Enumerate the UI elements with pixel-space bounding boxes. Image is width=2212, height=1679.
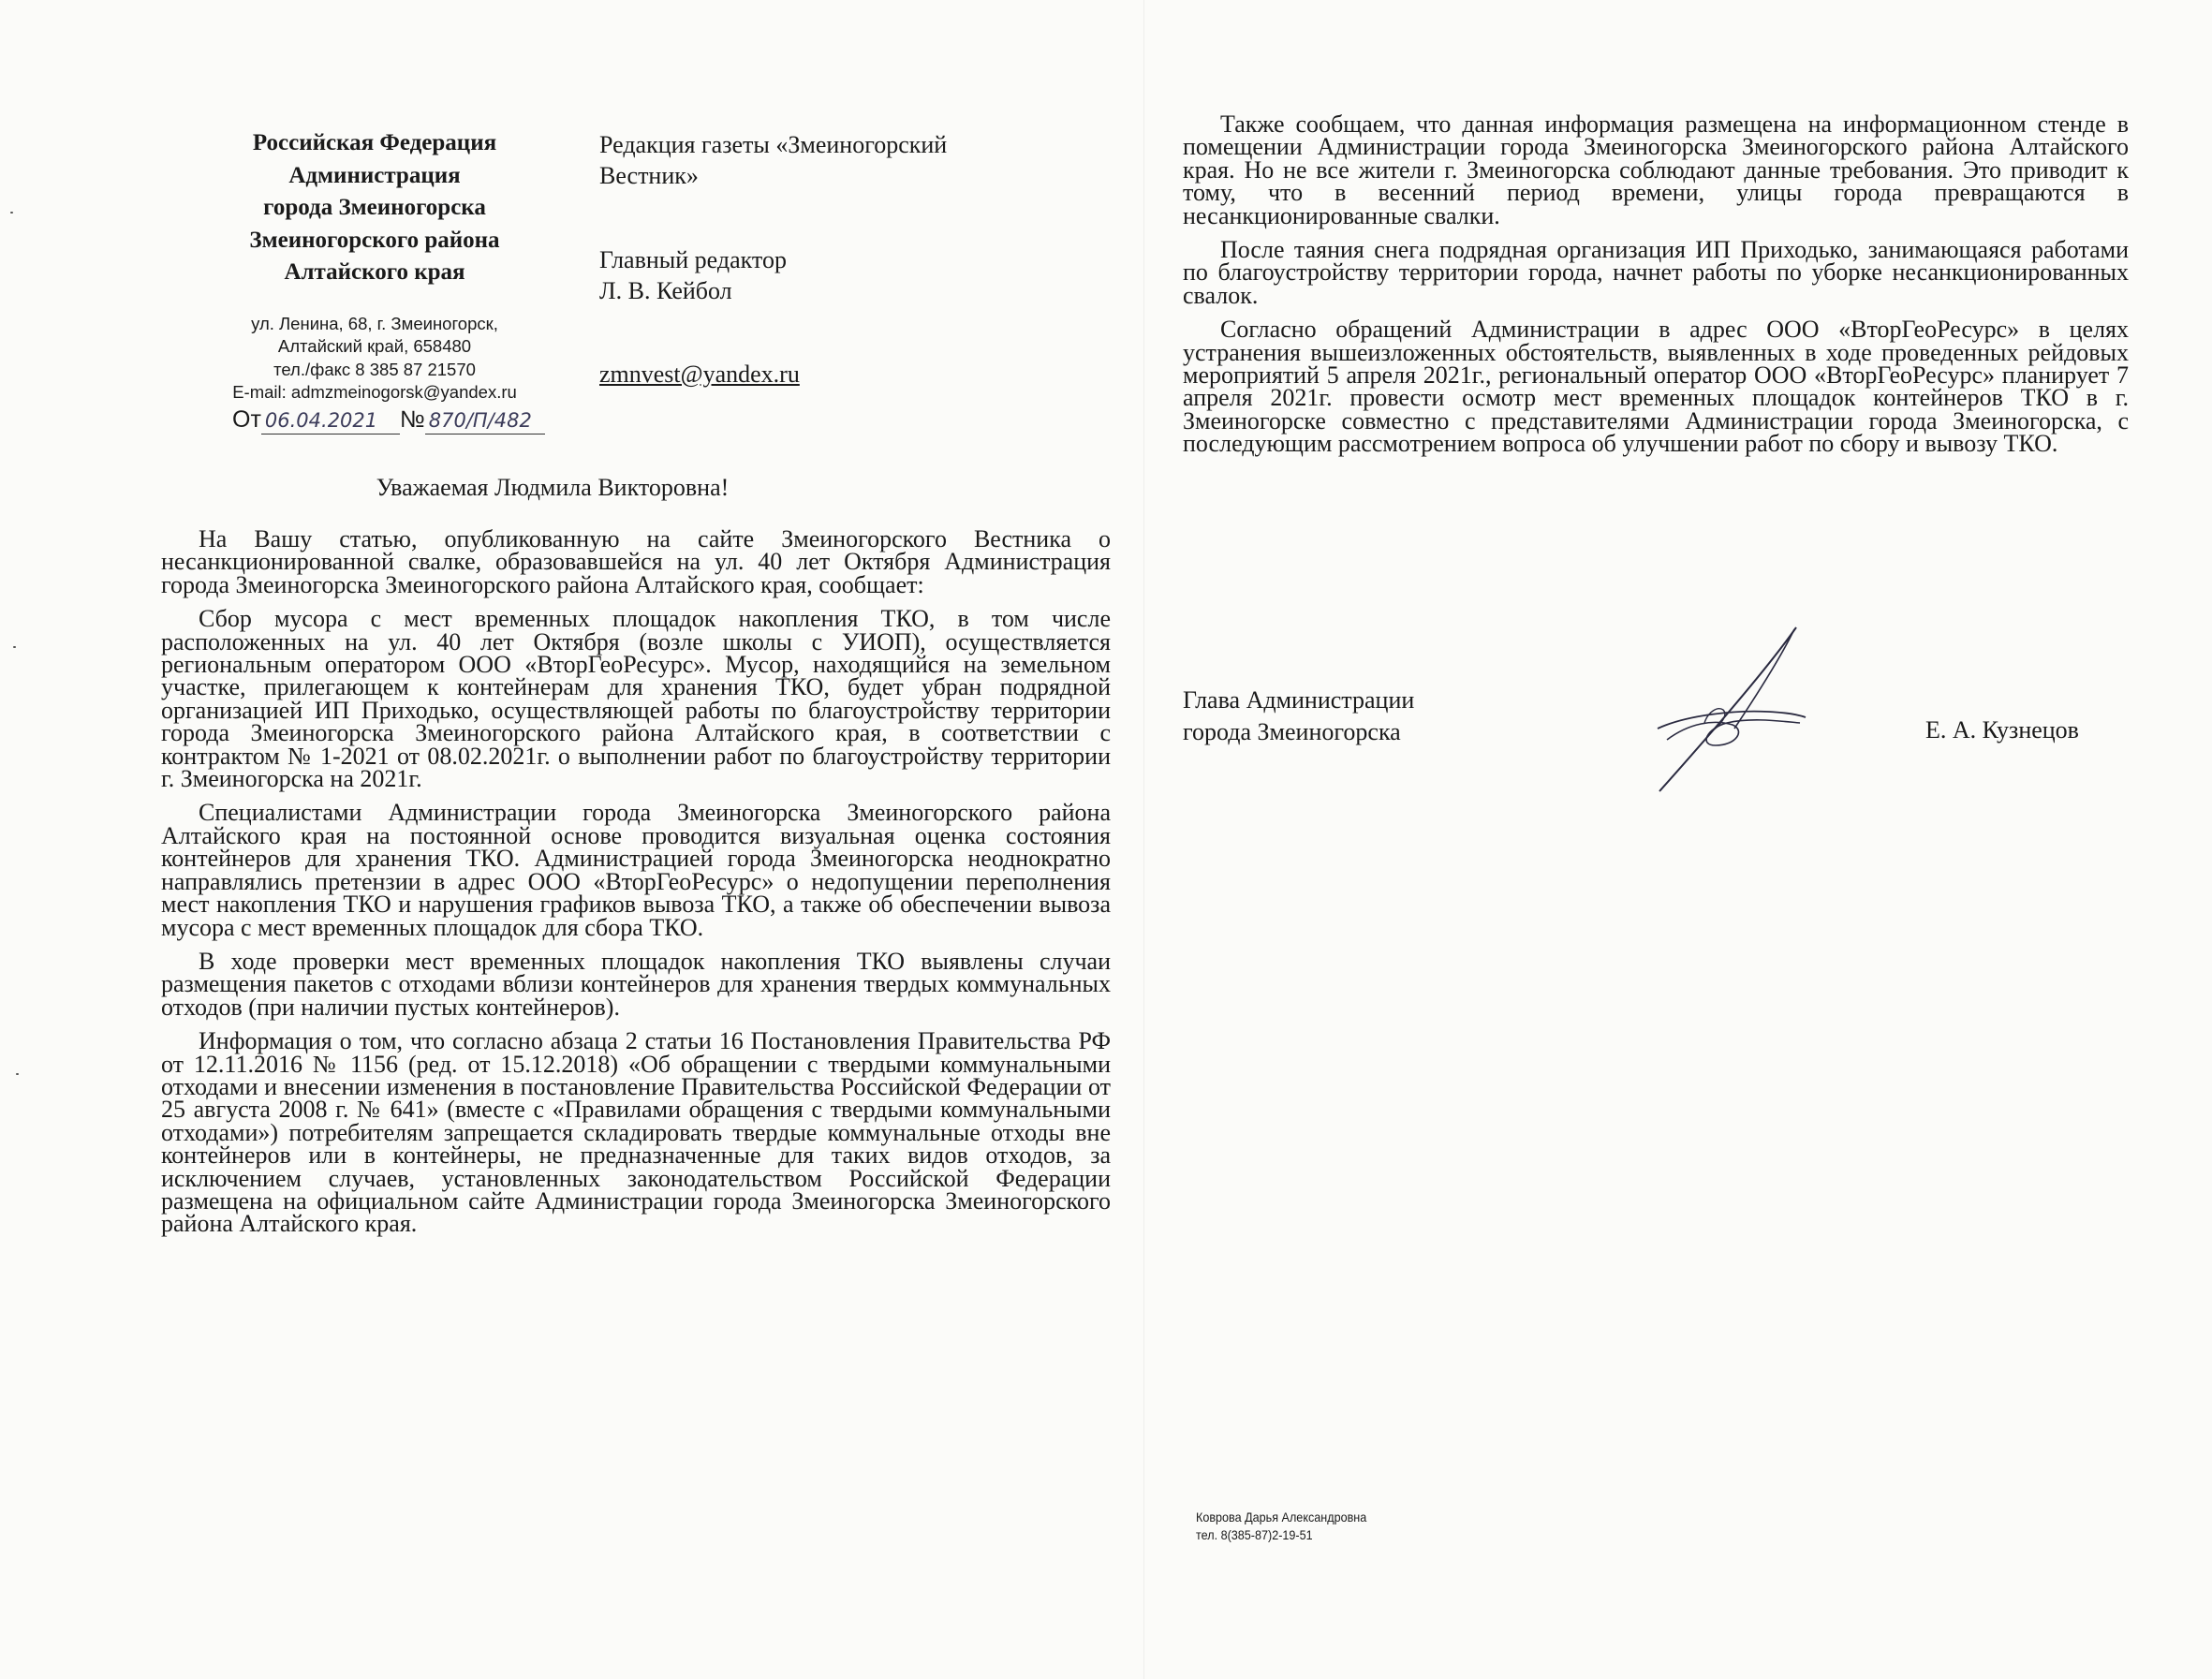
scan-speck xyxy=(13,646,16,648)
org-line: Российская Федерация xyxy=(252,130,497,155)
address-line: ул. Ленина, 68, г. Змеиногорск, xyxy=(251,313,498,333)
recipient-block xyxy=(599,129,993,390)
org-line: Змеиногорского района xyxy=(249,227,500,253)
paragraph: Также сообщаем, что данная информация размещена на информационном стенде в помещении Администрации города Змеиногорска Змеиногорского района Алтайского края. Но не все жители г. Змеиногорска соблюдают данные требования. Это приводит к тому, что в весенний период времени, улицы города превращаются в несанкционированные свалки. xyxy=(1183,110,2129,229)
address-line: E-mail: admzmeinogorsk@yandex.ru xyxy=(232,382,517,402)
recipient-line: Редакция газеты «Змеиногорский xyxy=(599,131,948,158)
sender-letterhead xyxy=(201,127,548,434)
page-fold xyxy=(1143,0,1144,1679)
performer-name: Коврова Дарья Александровна xyxy=(1196,1510,1367,1524)
paragraph: Сбор мусора с мест временных площадок накопления ТКО, в том числе расположенных на ул. 40 лет Октября (возле школы с УИОП), осуществляется региональным оператором ООО «ВторГеоРесурс». Мусор, находящийся на земельном участке, прилегающем к контейнерам для хранения ТКО, будет убран подрядной организацией ИП Приходько, осуществляющей работы по благоустройству территории города Змеиногорска Змеиногорского района Алтайского края, в соответствии с контрактом № 1-2021 от 08.02.2021г. о выполнении работ по благоустройству территории г. Змеиногорска на 2021г. xyxy=(161,605,1111,793)
scan-speck xyxy=(10,212,13,214)
signatory-title-line: Глава Администрации xyxy=(1183,686,1415,714)
org-line: Администрация xyxy=(288,162,461,188)
paragraph: В ходе проверки мест временных площадок накопления ТКО выявлены случаи размещения пакетов с отходами вблизи контейнеров для хранения твердых коммунальных отходов (при наличии пустых контейнеров). xyxy=(161,947,1111,1021)
recipient-editor xyxy=(599,244,993,306)
address-line: Алтайский край, 658480 xyxy=(277,336,472,356)
signatory-title-line: города Змеиногорска xyxy=(1183,718,1401,745)
handwritten-number: 870/П/482 xyxy=(425,407,545,434)
signatory-title xyxy=(1183,685,1414,748)
performer-phone: тел. 8(385-87)2-19-51 xyxy=(1196,1527,1313,1542)
handwritten-signature xyxy=(1648,618,1826,796)
paragraph: Согласно обращений Администрации в адрес ООО «ВторГеоРесурс» в целях устранения вышеизложенных обстоятельств, выявленных в ходе проведенных рейдовых мероприятий 5 апреля 2021г., региональный оператор ООО «ВторГеоРесурс» планирует 7 апреля 2021г. провести осмотр мест временных площадок контейнеров ТКО в г. Змеиногорске совместно с представителями Администрации города Змеиногорска, с последующим рассмотрением вопроса об улучшении работ по сбору и вывозу ТКО. xyxy=(1183,316,2129,458)
sender-organization xyxy=(201,127,548,289)
registration-line xyxy=(232,406,548,434)
handwritten-date: 06.04.2021 xyxy=(261,407,400,434)
paragraph: Специалистами Администрации города Змеиногорска Змеиногорского района Алтайского края на постоянной основе проводится визуальная оценка состояния контейнеров для хранения ТКО. Администрацией города Змеиногорска неоднократно направлялись претензии в адрес ООО «ВторГеоРесурс» о недопущении переполнения мест накопления ТКО и нарушения графиков вывоза ТКО, а также об обеспечении вывоза мусора с мест временных площадок для сбора ТКО. xyxy=(161,799,1111,941)
org-line: города Змеиногорска xyxy=(263,195,486,220)
recipient-email: zmnvest@yandex.ru xyxy=(599,361,800,388)
number-prefix: № xyxy=(399,405,425,433)
address-line: тел./факс 8 385 87 21570 xyxy=(273,359,476,379)
letter-body-right xyxy=(1183,110,2129,467)
paragraph: Информация о том, что согласно абзаца 2 статьи 16 Постановления Правительства РФ от 12.11.2016 № 1156 (ред. от 15.12.2018) «Об обращении с твердыми коммунальными отходами и внесении изменения в постановление Правительства Российской Федерации от 25 августа 2008 г. № 641» (вместе с «Правилами обращения с твердыми коммунальными отходами») потребителям запрещается складировать твердые коммунальные отходы вне контейнеров или в контейнеры, не предназначенные для таких видов отходов, за исключением случаев, установленных законодательством Российской Федерации размещена на официальном сайте Администрации города Змеиногорска Змеиногорского района Алтайского края. xyxy=(161,1027,1111,1238)
editor-line: Л. В. Кейбол xyxy=(599,277,732,304)
performer-info xyxy=(1196,1509,1366,1544)
paragraph: На Вашу статью, опубликованную на сайте Змеиногорского Вестника о несанкционированной свалке, образовавшейся на ул. 40 лет Октября Администрация города Змеиногорска Змеиногорского района Алтайского края, сообщает: xyxy=(161,525,1111,598)
from-prefix: От xyxy=(232,405,261,433)
editor-line: Главный редактор xyxy=(599,246,787,273)
sender-address xyxy=(201,313,548,405)
letter-body-left xyxy=(161,525,1111,1247)
org-line: Алтайского края xyxy=(284,259,465,285)
recipient-line: Вестник» xyxy=(599,162,699,189)
greeting: Уважаемая Людмила Викторовна! xyxy=(376,474,730,501)
signatory-name: Е. А. Кузнецов xyxy=(1925,716,2079,744)
paragraph: После таяния снега подрядная организация ИП Приходько, занимающаяся работами по благоустройству территории города, начнет работы по уборке несанкционированных свалок. xyxy=(1183,236,2129,309)
scan-speck xyxy=(16,1073,19,1075)
